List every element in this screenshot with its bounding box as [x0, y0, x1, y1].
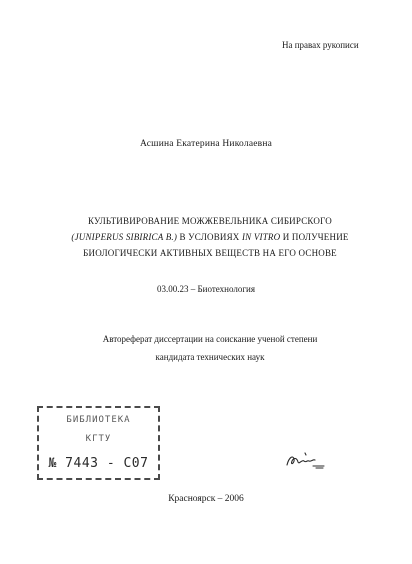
- stamp-library-label: БИБЛИОТЕКА: [66, 415, 131, 425]
- author-name: Асшина Екатерина Николаевна: [139, 139, 273, 149]
- manuscript-rights-note: На правах рукописи: [282, 40, 359, 50]
- thesis-line-1: Автореферат диссертации на соискание ученой степени: [102, 334, 318, 344]
- city-and-year: Красноярск – 2006: [168, 494, 244, 504]
- title-line-2-end: И ПОЛУЧЕНИЕ: [280, 232, 349, 242]
- stamp-institution-label: КГТУ: [85, 434, 112, 444]
- thesis-line-2: кандидата технических наук: [155, 352, 265, 362]
- in-vitro-term: IN VITRO: [241, 232, 281, 242]
- title-line-2-mid: В УСЛОВИЯХ: [177, 232, 242, 242]
- species-latin-name: (JUNIPERUS SIBIRICA B.): [71, 232, 178, 242]
- dissertation-title: [60, 213, 360, 261]
- specialty-code: 03.00.23 – Биотехнология: [156, 284, 255, 294]
- title-line-2: [60, 229, 360, 245]
- title-line-1: КУЛЬТИВИРОВАНИЕ МОЖЖЕВЕЛЬНИКА СИБИРСКОГО: [88, 216, 332, 226]
- library-stamp: [37, 406, 160, 480]
- title-line-3: БИОЛОГИЧЕСКИ АКТИВНЫХ ВЕЩЕСТВ НА ЕГО ОСНОВЕ: [83, 248, 337, 258]
- signature-icon: [283, 449, 327, 478]
- thesis-type: [60, 330, 360, 366]
- stamp-inventory-number: № 7443 - С07: [48, 456, 149, 471]
